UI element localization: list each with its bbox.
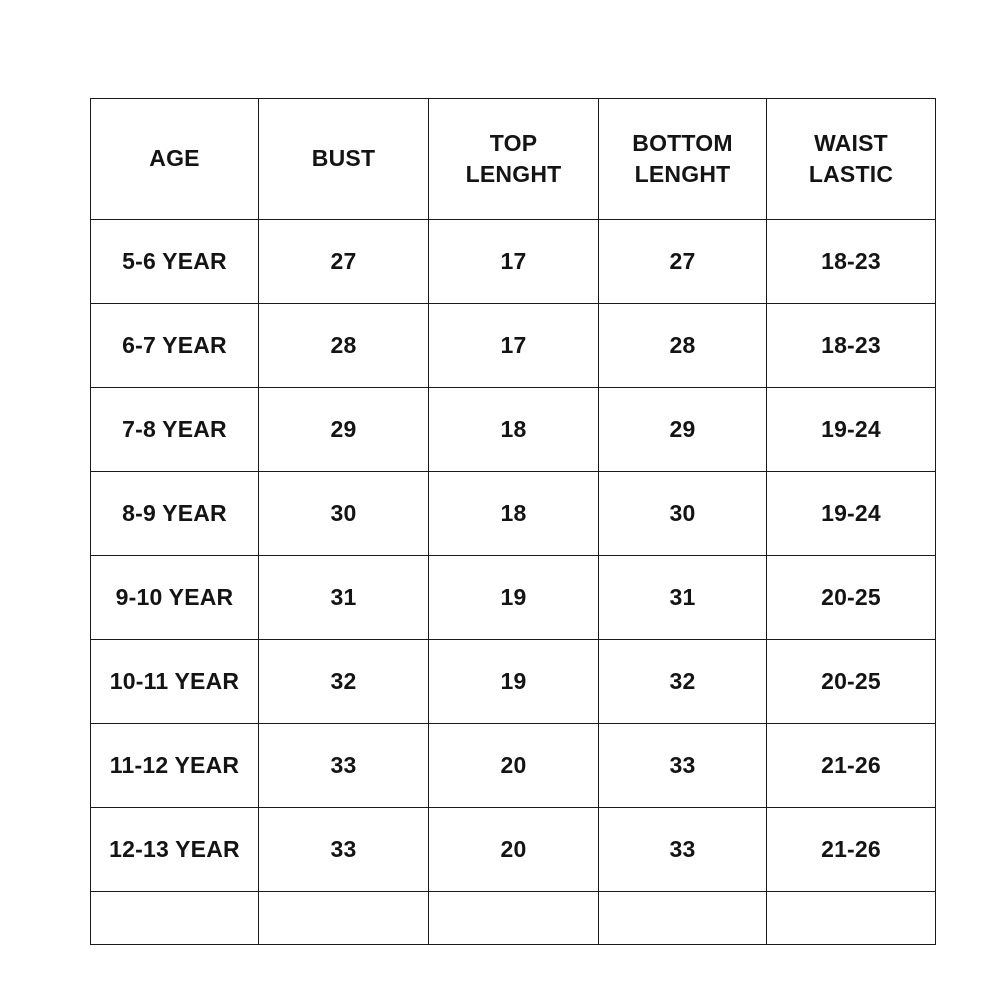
column-header-top-lenght: [429, 99, 599, 220]
column-header-bust-line-1: BUST: [311, 145, 376, 172]
cell-top-lenght: 17: [429, 304, 599, 388]
cell-top-lenght: 19: [429, 556, 599, 640]
cell-top-lenght: 18: [429, 388, 599, 472]
table-bottom-spacer-row: [91, 892, 936, 945]
column-header-bottom-lenght-line-1: BOTTOM: [632, 129, 733, 156]
column-header-age: [91, 99, 259, 220]
cell-waist-lastic: 18-23: [767, 304, 936, 388]
cell-waist-lastic: 20-25: [767, 556, 936, 640]
cell-bottom-lenght: 28: [599, 304, 767, 388]
cell-waist-lastic: 21-26: [767, 808, 936, 892]
table-header-row: [91, 99, 936, 220]
cell-top-lenght: 20: [429, 808, 599, 892]
table-header: [91, 99, 936, 220]
table-row: [91, 304, 936, 388]
column-header-waist-lastic-line-2: LASTIC: [808, 161, 894, 187]
cell-age: 11-12 YEAR: [91, 724, 259, 808]
cell-waist-lastic: 20-25: [767, 640, 936, 724]
column-header-bottom-lenght-line-2: LENGHT: [634, 161, 731, 187]
cell-bust: 27: [259, 220, 429, 304]
cell-bust: 32: [259, 640, 429, 724]
cell-age: 8-9 YEAR: [91, 472, 259, 556]
spacer-cell: [599, 892, 767, 945]
cell-age: 12-13 YEAR: [91, 808, 259, 892]
table-body: [91, 220, 936, 945]
column-header-waist-lastic: [767, 99, 936, 220]
cell-bottom-lenght: 29: [599, 388, 767, 472]
cell-bottom-lenght: 33: [599, 724, 767, 808]
cell-waist-lastic: 21-26: [767, 724, 936, 808]
column-header-top-lenght-line-2: LENGHT: [465, 161, 562, 187]
column-header-bust: [259, 99, 429, 220]
spacer-cell: [259, 892, 429, 945]
cell-bottom-lenght: 30: [599, 472, 767, 556]
cell-bottom-lenght: 31: [599, 556, 767, 640]
cell-age: 7-8 YEAR: [91, 388, 259, 472]
spacer-cell: [767, 892, 936, 945]
cell-bottom-lenght: 33: [599, 808, 767, 892]
cell-bust: 30: [259, 472, 429, 556]
cell-top-lenght: 20: [429, 724, 599, 808]
cell-waist-lastic: 18-23: [767, 220, 936, 304]
cell-age: 10-11 YEAR: [91, 640, 259, 724]
cell-top-lenght: 18: [429, 472, 599, 556]
spacer-cell: [91, 892, 259, 945]
cell-waist-lastic: 19-24: [767, 472, 936, 556]
cell-top-lenght: 19: [429, 640, 599, 724]
column-header-bottom-lenght: [599, 99, 767, 220]
table-row: [91, 388, 936, 472]
cell-bust: 31: [259, 556, 429, 640]
table-row: [91, 724, 936, 808]
cell-waist-lastic: 19-24: [767, 388, 936, 472]
column-header-age-line-1: AGE: [149, 145, 200, 172]
cell-bust: 29: [259, 388, 429, 472]
table-row: [91, 556, 936, 640]
size-chart-container: [90, 98, 935, 945]
cell-bust: 28: [259, 304, 429, 388]
cell-bust: 33: [259, 724, 429, 808]
table-row: [91, 472, 936, 556]
table-row: [91, 640, 936, 724]
cell-age: 6-7 YEAR: [91, 304, 259, 388]
column-header-top-lenght-line-1: TOP: [489, 129, 538, 156]
spacer-cell: [429, 892, 599, 945]
cell-bottom-lenght: 27: [599, 220, 767, 304]
cell-bust: 33: [259, 808, 429, 892]
cell-age: 9-10 YEAR: [91, 556, 259, 640]
cell-top-lenght: 17: [429, 220, 599, 304]
column-header-waist-lastic-line-1: WAIST: [814, 129, 888, 156]
table-row: [91, 808, 936, 892]
cell-bottom-lenght: 32: [599, 640, 767, 724]
cell-age: 5-6 YEAR: [91, 220, 259, 304]
size-chart-table: [90, 98, 936, 945]
table-row: [91, 220, 936, 304]
